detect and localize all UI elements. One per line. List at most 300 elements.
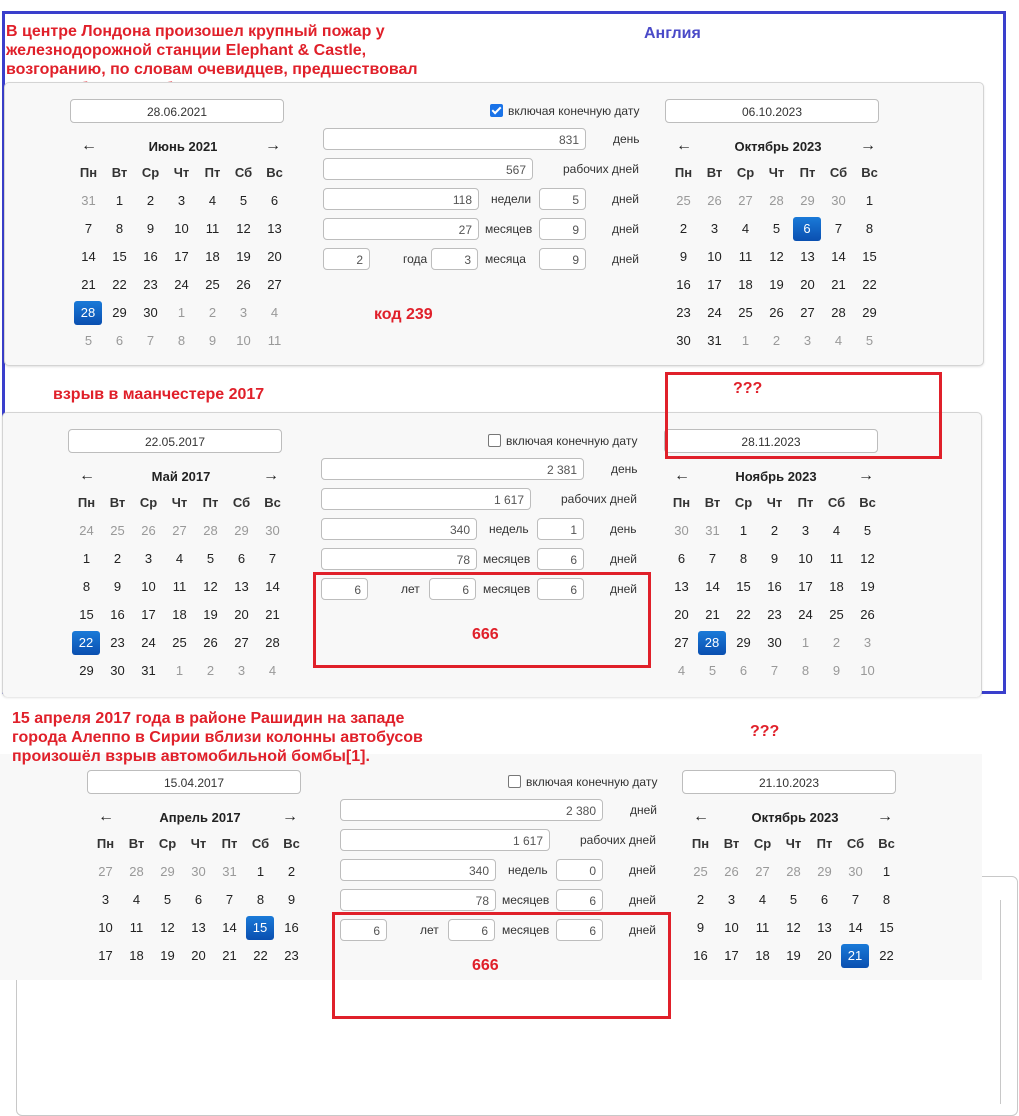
calendar-day[interactable]: 26 (860, 607, 875, 622)
calendar-day[interactable]: 29 (862, 305, 877, 320)
calendar-day[interactable]: 8 (82, 579, 91, 594)
months-days-field[interactable]: 6 (537, 548, 584, 570)
checkbox-box[interactable] (488, 434, 501, 447)
calendar-day[interactable]: 31 (141, 663, 156, 678)
calendar-day[interactable]: 25 (110, 523, 125, 538)
weekday-header: Сб (846, 836, 865, 851)
next-month-arrow-icon[interactable]: → (263, 467, 279, 484)
calendar-day[interactable]: 5 (84, 333, 93, 348)
calendar-day[interactable]: 20 (234, 607, 249, 622)
prev-month-arrow-icon[interactable]: ← (79, 467, 95, 484)
calendar-day[interactable]: 31 (705, 523, 720, 538)
calendar-day[interactable]: 29 (79, 663, 94, 678)
calendar-day[interactable]: 6 (739, 663, 748, 678)
include-end-date-checkbox[interactable] (508, 775, 657, 789)
prev-month-arrow-icon[interactable]: ← (693, 808, 709, 825)
calendar-day[interactable]: 1 (865, 193, 874, 208)
calendar-day[interactable]: 2 (146, 193, 155, 208)
weekday-header: Пн (79, 165, 98, 180)
calendar-day[interactable]: 22 (862, 277, 877, 292)
calendar-day[interactable]: 4 (175, 551, 184, 566)
calendar-day[interactable]: 5 (163, 892, 172, 907)
calendar-day[interactable]: 2 (696, 892, 705, 907)
selected-day[interactable]: 21 (841, 944, 869, 968)
calendar-day[interactable]: 4 (132, 892, 141, 907)
calendar-day[interactable]: 30 (191, 864, 206, 879)
calendar-day[interactable]: 13 (191, 920, 206, 935)
calendar-day[interactable]: 25 (205, 277, 220, 292)
calendar-day[interactable]: 4 (741, 221, 750, 236)
calendar-day[interactable]: 18 (205, 249, 220, 264)
weekday-header: Вт (109, 495, 126, 510)
weeks-days-field[interactable]: 1 (537, 518, 584, 540)
calendar-day[interactable]: 16 (110, 607, 125, 622)
calendar-day[interactable]: 4 (268, 663, 277, 678)
calendar-day[interactable]: 9 (679, 249, 688, 264)
total-days-unit: день (611, 462, 638, 476)
years-field[interactable]: 6 (321, 578, 368, 600)
calendar-day[interactable]: 24 (79, 523, 94, 538)
calendar-day[interactable]: 16 (693, 948, 708, 963)
weekday-header: Вт (723, 836, 740, 851)
calendar-day[interactable]: 1 (801, 635, 810, 650)
calendar-day[interactable]: 13 (267, 221, 282, 236)
calendar-day[interactable]: 30 (110, 663, 125, 678)
calendar-day[interactable]: 25 (676, 193, 691, 208)
calendar-day[interactable]: 29 (160, 864, 175, 879)
calendar-day[interactable]: 2 (208, 305, 217, 320)
calendar-day[interactable]: 25 (693, 864, 708, 879)
calendar-day[interactable]: 27 (172, 523, 187, 538)
weeks-days-field[interactable]: 5 (539, 188, 586, 210)
calendar-day[interactable]: 2 (832, 635, 841, 650)
calendar-day[interactable]: 3 (727, 892, 736, 907)
calendar-day[interactable]: 7 (84, 221, 93, 236)
months-days-field[interactable]: 6 (556, 889, 603, 911)
calendar-day[interactable]: 20 (817, 948, 832, 963)
calendar-day[interactable]: 6 (820, 892, 829, 907)
calendar-day[interactable]: 26 (141, 523, 156, 538)
prev-month-arrow-icon[interactable]: ← (674, 467, 690, 484)
years-days-field[interactable]: 6 (556, 919, 603, 941)
calendar-day[interactable]: 10 (98, 920, 113, 935)
calendar-day[interactable]: 30 (831, 193, 846, 208)
calendar-day[interactable]: 29 (736, 635, 751, 650)
checkbox-box[interactable] (490, 104, 503, 117)
calendar-day[interactable]: 7 (225, 892, 234, 907)
calendar-day[interactable]: 17 (707, 277, 722, 292)
end-date-input[interactable]: 28.11.2023 (664, 429, 878, 453)
calendar-day[interactable]: 18 (172, 607, 187, 622)
start-date-input[interactable]: 15.04.2017 (87, 770, 301, 794)
next-month-arrow-icon[interactable]: → (265, 137, 281, 154)
weeks-field[interactable]: 340 (340, 859, 496, 881)
calendar-day[interactable]: 2 (772, 333, 781, 348)
calendar-day[interactable]: 31 (81, 193, 96, 208)
calendar-day[interactable]: 11 (829, 551, 844, 566)
calendar-day[interactable]: 9 (770, 551, 779, 566)
calendar-day[interactable]: 1 (882, 864, 891, 879)
calendar-day[interactable]: 11 (755, 920, 770, 935)
calendar-day[interactable]: 27 (800, 305, 815, 320)
calendar-day[interactable]: 1 (177, 305, 186, 320)
calendar-month-title: Октябрь 2023 (734, 139, 822, 154)
calendar-day[interactable]: 5 (772, 221, 781, 236)
calendar-day[interactable]: 8 (801, 663, 810, 678)
calendar-day[interactable]: 11 (205, 221, 220, 236)
weekday-header: Ср (141, 165, 160, 180)
total-days-field[interactable]: 2 381 (321, 458, 584, 480)
calendar-day[interactable]: 27 (755, 864, 770, 879)
calendar-right (666, 467, 886, 697)
calendar-day[interactable]: 31 (707, 333, 722, 348)
calendar-day[interactable]: 9 (696, 920, 705, 935)
selected-day[interactable]: 28 (698, 631, 726, 655)
selected-day[interactable]: 15 (246, 916, 274, 940)
calendar-day[interactable]: 12 (786, 920, 801, 935)
calendar-day[interactable]: 22 (253, 948, 268, 963)
calendar-day[interactable]: 9 (146, 221, 155, 236)
calendar-day[interactable]: 17 (98, 948, 113, 963)
calendar-day[interactable]: 1 (82, 551, 91, 566)
calendar-day[interactable]: 23 (284, 948, 299, 963)
total-days-field[interactable]: 831 (323, 128, 586, 150)
calendar-day[interactable]: 14 (265, 579, 280, 594)
calendar-day[interactable]: 1 (115, 193, 124, 208)
calendar-day[interactable]: 22 (736, 607, 751, 622)
calendar-day[interactable]: 10 (236, 333, 251, 348)
calendar-day[interactable]: 14 (81, 249, 96, 264)
calendar-day[interactable]: 23 (110, 635, 125, 650)
calendar-day[interactable]: 3 (801, 523, 810, 538)
calendar-month-title: Июнь 2021 (148, 139, 218, 154)
calendar-day[interactable]: 7 (851, 892, 860, 907)
calendar-day[interactable]: 26 (236, 277, 251, 292)
months-days-field[interactable]: 9 (539, 218, 586, 240)
number-666-b: 666 (472, 957, 499, 974)
calendar-day[interactable]: 16 (676, 277, 691, 292)
years-days-field[interactable]: 9 (539, 248, 586, 270)
weeks-days-field[interactable]: 0 (556, 859, 603, 881)
prev-month-arrow-icon[interactable]: ← (676, 137, 692, 154)
calendar-day[interactable]: 11 (738, 249, 753, 264)
end-date-input[interactable]: 06.10.2023 (665, 99, 879, 123)
years-field[interactable]: 6 (340, 919, 387, 941)
calendar-day[interactable]: 4 (270, 305, 279, 320)
calendar-day[interactable]: 3 (710, 221, 719, 236)
calendar-day[interactable]: 18 (755, 948, 770, 963)
calendar-day[interactable]: 4 (834, 333, 843, 348)
calendar-day[interactable]: 15 (79, 607, 94, 622)
calendar-day[interactable]: 7 (268, 551, 277, 566)
calendar-day[interactable]: 28 (769, 193, 784, 208)
calendar-day[interactable]: 24 (707, 305, 722, 320)
calendar-day[interactable]: 4 (208, 193, 217, 208)
calendar-day[interactable]: 12 (860, 551, 875, 566)
calendar-day[interactable]: 8 (739, 551, 748, 566)
weeks-field[interactable]: 340 (321, 518, 477, 540)
calendar-day[interactable]: 19 (203, 607, 218, 622)
calendar-day[interactable]: 19 (160, 948, 175, 963)
include-end-date-checkbox[interactable] (488, 434, 637, 448)
calendar-day[interactable]: 9 (113, 579, 122, 594)
calendar-day[interactable]: 6 (270, 193, 279, 208)
calendar-day[interactable]: 26 (769, 305, 784, 320)
weekday-header: Вс (264, 495, 281, 510)
calendar-day[interactable]: 12 (160, 920, 175, 935)
calendar-day[interactable]: 3 (863, 635, 872, 650)
calendar-day[interactable]: 30 (676, 333, 691, 348)
calendar-day[interactable]: 21 (81, 277, 96, 292)
calendar-day[interactable]: 18 (829, 579, 844, 594)
calendar-day[interactable]: 29 (234, 523, 249, 538)
include-end-date-checkbox[interactable] (490, 104, 639, 118)
calendar-day[interactable]: 18 (738, 277, 753, 292)
calendar-day[interactable]: 19 (769, 277, 784, 292)
calendar-day[interactable]: 28 (831, 305, 846, 320)
calendar-day[interactable]: 15 (736, 579, 751, 594)
calendar-day[interactable]: 1 (175, 663, 184, 678)
weekday-header: Пт (799, 165, 816, 180)
next-month-arrow-icon[interactable]: → (860, 137, 876, 154)
workdays-field[interactable]: 567 (323, 158, 533, 180)
next-month-arrow-icon[interactable]: → (282, 808, 298, 825)
calendar-day[interactable]: 6 (237, 551, 246, 566)
question-marks-2: ??? (750, 723, 780, 740)
calendar-day[interactable]: 5 (239, 193, 248, 208)
calendar-day[interactable]: 30 (143, 305, 158, 320)
calendar-day[interactable]: 11 (172, 579, 187, 594)
calendar-day[interactable]: 3 (803, 333, 812, 348)
calendar-day[interactable]: 8 (115, 221, 124, 236)
calendar-day[interactable]: 29 (800, 193, 815, 208)
calendar-left (90, 808, 310, 980)
calendar-day[interactable]: 2 (679, 221, 688, 236)
prev-month-arrow-icon[interactable]: ← (98, 808, 114, 825)
calendar-day[interactable]: 26 (707, 193, 722, 208)
calendar-day[interactable]: 2 (206, 663, 215, 678)
calendar-day[interactable]: 13 (800, 249, 815, 264)
calendar-day[interactable]: 27 (267, 277, 282, 292)
years-months-unit: месяцев (502, 923, 550, 937)
calendar-day[interactable]: 14 (848, 920, 863, 935)
calendar-day[interactable]: 14 (831, 249, 846, 264)
weekday-header: Сб (234, 165, 253, 180)
calendar-day[interactable]: 3 (144, 551, 153, 566)
calendar-day[interactable]: 27 (674, 635, 689, 650)
start-date-input[interactable]: 22.05.2017 (68, 429, 282, 453)
calendar-day[interactable]: 21 (222, 948, 237, 963)
calendar-day[interactable]: 13 (674, 579, 689, 594)
calendar-left (71, 467, 291, 697)
calendar-day[interactable]: 15 (112, 249, 127, 264)
years-months-field[interactable]: 3 (431, 248, 478, 270)
calendar-day[interactable]: 16 (284, 920, 299, 935)
calendar-day[interactable]: 12 (769, 249, 784, 264)
calendar-day[interactable]: 5 (206, 551, 215, 566)
calendar-day[interactable]: 19 (236, 249, 251, 264)
calendar-day[interactable]: 23 (767, 607, 782, 622)
calendar-day[interactable]: 5 (863, 523, 872, 538)
calendar-day[interactable]: 26 (203, 635, 218, 650)
calendar-day[interactable]: 1 (741, 333, 750, 348)
calendar-day[interactable]: 28 (129, 864, 144, 879)
calendar-day[interactable]: 28 (786, 864, 801, 879)
calendar-day[interactable]: 7 (770, 663, 779, 678)
calendar-day[interactable]: 10 (798, 551, 813, 566)
calendar-day[interactable]: 27 (738, 193, 753, 208)
calendar-day[interactable]: 9 (208, 333, 217, 348)
years-months-field[interactable]: 6 (429, 578, 476, 600)
calendar-day[interactable]: 6 (194, 892, 203, 907)
calendar-day[interactable]: 5 (708, 663, 717, 678)
calendar-day[interactable]: 13 (817, 920, 832, 935)
calendar-day[interactable]: 10 (174, 221, 189, 236)
calendar-day[interactable]: 16 (143, 249, 158, 264)
weekday-header: Вт (704, 495, 721, 510)
calendar-day[interactable]: 27 (98, 864, 113, 879)
workdays-field[interactable]: 1 617 (321, 488, 531, 510)
calendar-day[interactable]: 5 (865, 333, 874, 348)
calendar-day[interactable]: 12 (236, 221, 251, 236)
calendar-month-title: Апрель 2017 (159, 810, 241, 825)
total-days-field[interactable]: 2 380 (340, 799, 603, 821)
calendar-day[interactable]: 27 (234, 635, 249, 650)
calendar-day[interactable]: 20 (674, 607, 689, 622)
calendar-day[interactable]: 24 (141, 635, 156, 650)
months-field[interactable]: 27 (323, 218, 479, 240)
calendar-day[interactable]: 19 (860, 579, 875, 594)
calendar-day[interactable]: 23 (676, 305, 691, 320)
months-field[interactable]: 78 (340, 889, 496, 911)
years-days-field[interactable]: 6 (537, 578, 584, 600)
calendar-day[interactable]: 4 (832, 523, 841, 538)
calendar-day[interactable]: 14 (222, 920, 237, 935)
calendar-day[interactable]: 31 (222, 864, 237, 879)
calendar-day[interactable]: 14 (705, 579, 720, 594)
calendar-day[interactable]: 25 (829, 607, 844, 622)
calendar-day[interactable]: 10 (860, 663, 875, 678)
weekday-header: Сб (827, 495, 846, 510)
selected-day[interactable]: 28 (74, 301, 102, 325)
calendar-day[interactable]: 2 (770, 523, 779, 538)
calendar-day[interactable]: 3 (237, 663, 246, 678)
calendar-day[interactable]: 1 (256, 864, 265, 879)
calendar-day[interactable]: 26 (724, 864, 739, 879)
weekday-header: Сб (829, 165, 848, 180)
calendar-day[interactable]: 17 (141, 607, 156, 622)
calendar-day[interactable]: 3 (177, 193, 186, 208)
calendar-day[interactable]: 17 (724, 948, 739, 963)
calendar-day[interactable]: 2 (287, 864, 296, 879)
calendar-day[interactable]: 9 (832, 663, 841, 678)
workdays-field[interactable]: 1 617 (340, 829, 550, 851)
calendar-day[interactable]: 6 (677, 551, 686, 566)
calendar-day[interactable]: 17 (174, 249, 189, 264)
calendar-day[interactable]: 20 (191, 948, 206, 963)
calendar-day[interactable]: 5 (789, 892, 798, 907)
calendar-day[interactable]: 4 (758, 892, 767, 907)
workdays-unit: рабочих дней (580, 833, 656, 847)
calendar-day[interactable]: 23 (143, 277, 158, 292)
calendar-day[interactable]: 7 (708, 551, 717, 566)
calendar-day[interactable]: 4 (677, 663, 686, 678)
calendar-day[interactable]: 20 (267, 249, 282, 264)
calendar-day[interactable]: 6 (115, 333, 124, 348)
calendar-day[interactable]: 12 (203, 579, 218, 594)
weekday-header: Чт (173, 165, 190, 180)
years-field[interactable]: 2 (323, 248, 370, 270)
calendar-day[interactable]: 20 (800, 277, 815, 292)
calendar-day[interactable]: 3 (101, 892, 110, 907)
years-months-field[interactable]: 6 (448, 919, 495, 941)
calendar-day[interactable]: 21 (265, 607, 280, 622)
calendar-day[interactable]: 7 (146, 333, 155, 348)
calendar-day[interactable]: 29 (112, 305, 127, 320)
calendar-day[interactable]: 8 (865, 221, 874, 236)
prev-month-arrow-icon[interactable]: ← (81, 137, 97, 154)
calendar-day[interactable]: 30 (848, 864, 863, 879)
start-date-input[interactable]: 28.06.2021 (70, 99, 284, 123)
selected-day[interactable]: 6 (793, 217, 821, 241)
calendar-day[interactable]: 22 (879, 948, 894, 963)
calendar-day[interactable]: 17 (798, 579, 813, 594)
calendar-day[interactable]: 28 (203, 523, 218, 538)
calendar-day[interactable]: 21 (705, 607, 720, 622)
calendar-day[interactable]: 18 (129, 948, 144, 963)
calendar-day[interactable]: 2 (113, 551, 122, 566)
calendar-day[interactable]: 3 (239, 305, 248, 320)
calendar-day[interactable]: 11 (267, 333, 282, 348)
calendar-day[interactable]: 30 (265, 523, 280, 538)
calendar-day[interactable]: 25 (172, 635, 187, 650)
calendar-day[interactable]: 19 (786, 948, 801, 963)
weeks-field[interactable]: 118 (323, 188, 479, 210)
checkbox-box[interactable] (508, 775, 521, 788)
selected-day[interactable]: 22 (72, 631, 100, 655)
calendar-day[interactable]: 10 (707, 249, 722, 264)
calendar-day[interactable]: 8 (882, 892, 891, 907)
calendar-day[interactable]: 24 (174, 277, 189, 292)
aleppo-line-1: 15 апреля 2017 года в районе Рашидин на западе (12, 710, 405, 727)
next-month-arrow-icon[interactable]: → (877, 808, 893, 825)
calendar-day[interactable]: 28 (265, 635, 280, 650)
calendar-day[interactable]: 8 (256, 892, 265, 907)
calendar-day[interactable]: 29 (817, 864, 832, 879)
calendar-day[interactable]: 8 (177, 333, 186, 348)
calendar-day[interactable]: 13 (234, 579, 249, 594)
calendar-day[interactable]: 30 (767, 635, 782, 650)
calendar-day[interactable]: 22 (112, 277, 127, 292)
calendar-day[interactable]: 24 (798, 607, 813, 622)
calendar-day[interactable]: 1 (739, 523, 748, 538)
calendar-day[interactable]: 16 (767, 579, 782, 594)
calendar-day[interactable]: 10 (724, 920, 739, 935)
calendar-day[interactable]: 15 (862, 249, 877, 264)
calendar-day[interactable]: 25 (738, 305, 753, 320)
calendar-day[interactable]: 9 (287, 892, 296, 907)
calendar-day[interactable]: 21 (831, 277, 846, 292)
calendar-day[interactable]: 15 (879, 920, 894, 935)
workdays-unit: рабочих дней (563, 162, 639, 176)
months-field[interactable]: 78 (321, 548, 477, 570)
next-month-arrow-icon[interactable]: → (858, 467, 874, 484)
calendar-day[interactable]: 11 (129, 920, 144, 935)
calendar-day[interactable]: 10 (141, 579, 156, 594)
end-date-input[interactable]: 21.10.2023 (682, 770, 896, 794)
calendar-day[interactable]: 30 (674, 523, 689, 538)
calendar-day[interactable]: 7 (834, 221, 843, 236)
